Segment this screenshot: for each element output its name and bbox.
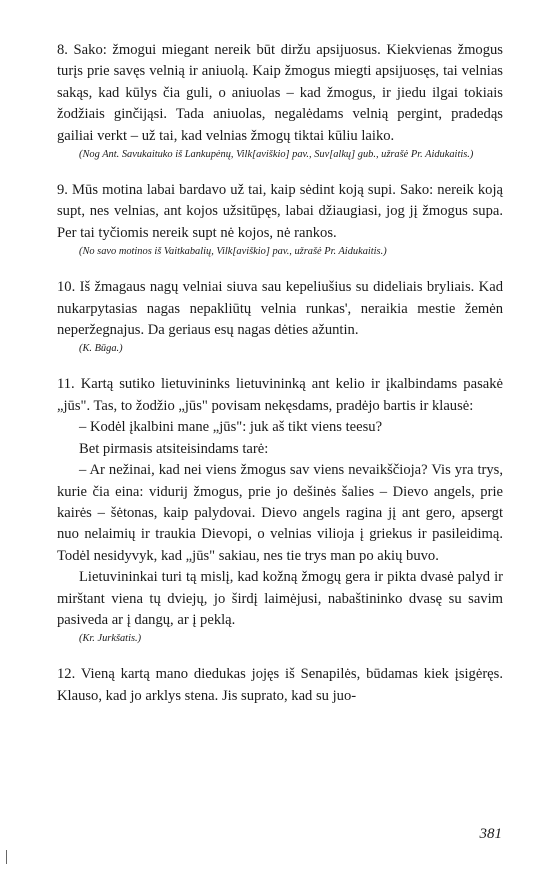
source-note-10: (K. Būga.) (79, 343, 123, 355)
paragraph-10: 10. Iš žmagaus nagų velniai siuva sau kepeliušius su dideliais bryliais. Kad nukarpytasias nagas nepakliūtų velnia runkas', neraikia mestie žemėn neperžegnajus. Da geriaus esų nagas dėties ažuntin. (57, 279, 503, 339)
paragraph-11-question: – Kodėl įkalbini mane „jūs": juk aš tikt viens teesu? (79, 419, 383, 436)
paragraph-11-belief: Lietuvininkai turi tą mislį, kad kožną žmogų gera ir pikta dvasė palyd ir mirštant viena tų dviejų, jo širdį laimėjusi, nabaštininko dvasę su savim pasiveda ar į dangų, ar į peklą. (57, 569, 503, 628)
paragraph-gap (57, 162, 503, 180)
paragraph-12: 12. Vieną kartą mano diedukas jojęs iš Senapilės, būdamas kiek įsigėręs. Klauso, kad jo arklys stena. Jis suprato, kad su juo- (57, 666, 503, 704)
paragraph-gap (57, 259, 503, 277)
paragraph-11-reply-intro: Bet pirmasis atsiteisindams tarė: (79, 440, 269, 457)
paragraph-9: 9. Mūs motina labai bardavo už tai, kaip sėdint koją supi. Sako: nereik koją supt, nes velnias, ant kojos užsitūpęs, labai džiaugiasi, jog jį žmogus supa. Per tai tyčiomis nereik supt nė kojos, nė rankos. (57, 182, 503, 241)
source-note-8: (Nog Ant. Savukaituko iš Lankupėnų, Vilk[aviškio] pav., Suv[alkų] gub., užrašė Pr. Aidukaitis.) (79, 149, 474, 161)
paragraph-gap (57, 646, 503, 664)
page-body (57, 40, 503, 707)
source-note-9: (No savo motinos iš Vaitkabalių, Vilk[aviškio] pav., užrašė Pr. Aidukaitis.) (79, 246, 387, 258)
paragraph-11-intro: 11. Kartą sutiko lietuvininks lietuvininką ant kelio ir įkalbindams pasakė „jūs". Tas, to žodžio „jūs" povisam nekęsdams, pradėjo bartis ir klausė: (57, 376, 503, 414)
paragraph-11-reply: – Ar nežinai, kad nei viens žmogus sav viens nevaikščioja? Vis yra trys, kurie čia eina: vidurij žmogus, prie jo dešinės šalies – Dievo angels, prie kairės – šėtonas, kaip palydovai. Dievo angels ragina jį ant gero, apsergt nuo nelaimių ir traukia Dievopi, o velnias vilioja į griekus ir pasileidimą. Todėl nesidyvyk, kad „jūs" sakiau, nes tie trys man po akių buvo. (57, 462, 503, 564)
paragraph-8: 8. Sako: žmogui miegant nereik būt diržu apsijuosus. Kiekvienas žmogus turįs prie savęs velnią ir aniuolą. Kaip žmogus miegti apsijuosęs, tai velnias sakąs, kad kūlys čia guli, o aniuolas – kad žmogus, ir jiedu ilgai tokiais žodžiais ginčijąsi. Tada aniuolas, negalėdams velnią pergint, pradedąs gailiai verkt – už tai, kad velnias žmogų tiktai kūliu laiko. (57, 42, 503, 144)
paragraph-gap (57, 356, 503, 374)
margin-mark (6, 850, 7, 864)
source-note-11: (Kr. Jurkšatis.) (79, 633, 142, 645)
page-number: 381 (479, 826, 502, 842)
